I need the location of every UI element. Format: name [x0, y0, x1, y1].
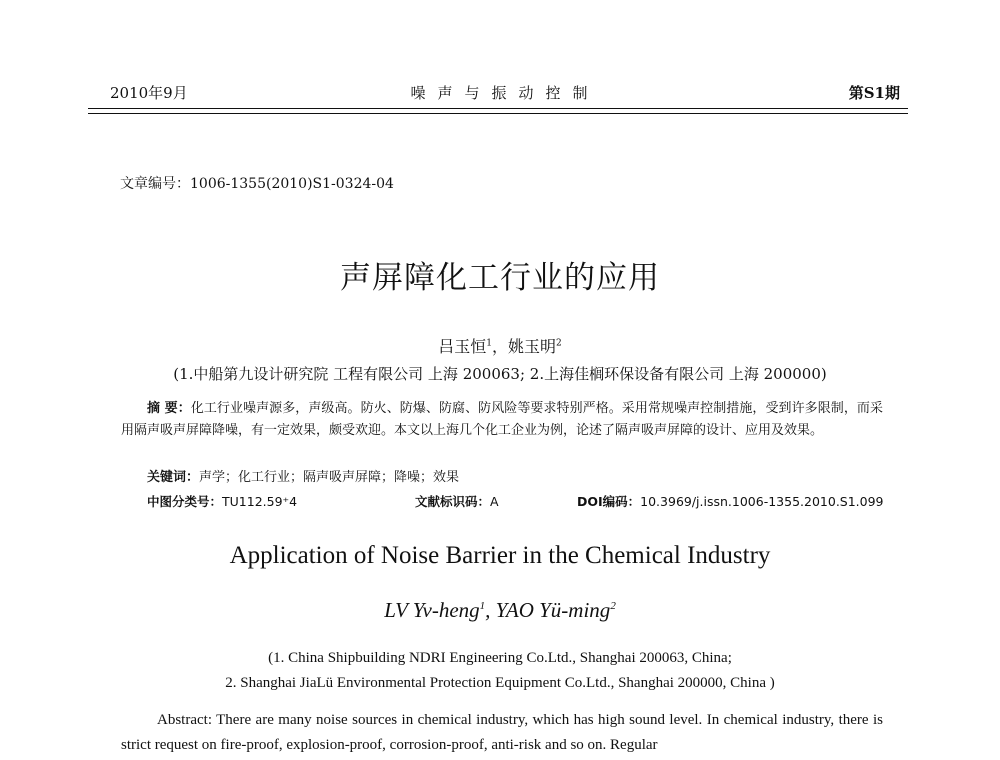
header-rule-thick: [88, 108, 908, 109]
header-rule-thin: [88, 113, 908, 114]
english-author-1: LV Yv-heng: [384, 598, 480, 622]
chinese-abstract: [121, 398, 883, 442]
english-author-separator: ,: [485, 598, 496, 622]
english-abstract-text: There are many noise sources in chemical industry, which has high sound level. In chemical industry, there is strict request on fire-proof, explosion-proof, corrosion-proof, anti-risk and so on. Regular: [121, 712, 883, 753]
chinese-affiliations: (1.中船第九设计研究院 工程有限公司 上海 200063; 2.上海佳榈环保设备有限公司 上海 200000): [173, 365, 827, 383]
english-author-2-affil-mark: 2: [610, 600, 616, 612]
english-author-1-affil-mark: 1: [479, 600, 486, 612]
chinese-keywords-label: 关键词：: [147, 470, 200, 485]
doi: [577, 492, 884, 510]
english-author-2: YAO Yü-ming: [495, 598, 611, 622]
header-journal-name: 噪声与振动控制: [410, 84, 600, 102]
chinese-author-2-affil-mark: 2: [556, 338, 562, 349]
running-header: [110, 82, 900, 108]
classification-row: [147, 492, 887, 512]
document-code: [415, 492, 499, 510]
chinese-title: 声屏障化工行业的应用: [340, 260, 660, 296]
clc-number: [147, 492, 297, 510]
chinese-author-2: 姚玉明: [508, 337, 557, 356]
chinese-author-separator: ，: [491, 337, 508, 356]
clc-value: TU112.59⁺4: [222, 494, 298, 509]
chinese-author-1-affil-mark: 1: [486, 338, 492, 349]
doi-value: 10.3969/j.issn.1006-1355.2010.S1.099: [640, 494, 884, 509]
english-abstract-label: Abstract:: [157, 712, 217, 728]
header-issue: 第S1期: [848, 84, 900, 102]
article-number: 文章编号：1006-1355(2010)S1-0324-04: [120, 176, 394, 192]
english-abstract: [121, 708, 883, 758]
english-affiliation-2: 2. Shanghai JiaLü Environmental Protection Equipment Co.Ltd., Shanghai 200000, China ): [225, 675, 775, 691]
chinese-keywords-text: 声学；化工行业；隔声吸声屏障；降噪；效果: [199, 470, 460, 485]
chinese-authors: [0, 334, 1000, 357]
english-affiliations: [0, 646, 1000, 696]
chinese-abstract-label: 摘 要：: [147, 401, 191, 416]
english-title: Application of Noise Barrier in the Chemical Industry: [229, 542, 771, 569]
header-date: 2010年9月: [110, 84, 188, 102]
english-affiliation-1: (1. China Shipbuilding NDRI Engineering Co.Ltd., Shanghai 200063, China;: [268, 650, 732, 666]
doi-label: DOI编码：: [577, 494, 641, 509]
english-authors: [0, 598, 1000, 623]
document-code-value: A: [490, 494, 499, 509]
document-code-label: 文献标识码：: [415, 494, 491, 509]
chinese-author-1: 吕玉恒: [438, 337, 487, 356]
chinese-keywords: [147, 466, 459, 485]
clc-label: 中图分类号：: [147, 494, 223, 509]
chinese-abstract-text: 化工行业噪声源多，声级高。防火、防爆、防腐、防风险等要求特别严格。采用常规噪声控制措施，受到许多限制，而采用隔声吸声屏障降噪，有一定效果，颇受欢迎。本文以上海几个化工企业为例，论述了隔声吸声屏障的设计、应用及效果。: [121, 401, 883, 438]
